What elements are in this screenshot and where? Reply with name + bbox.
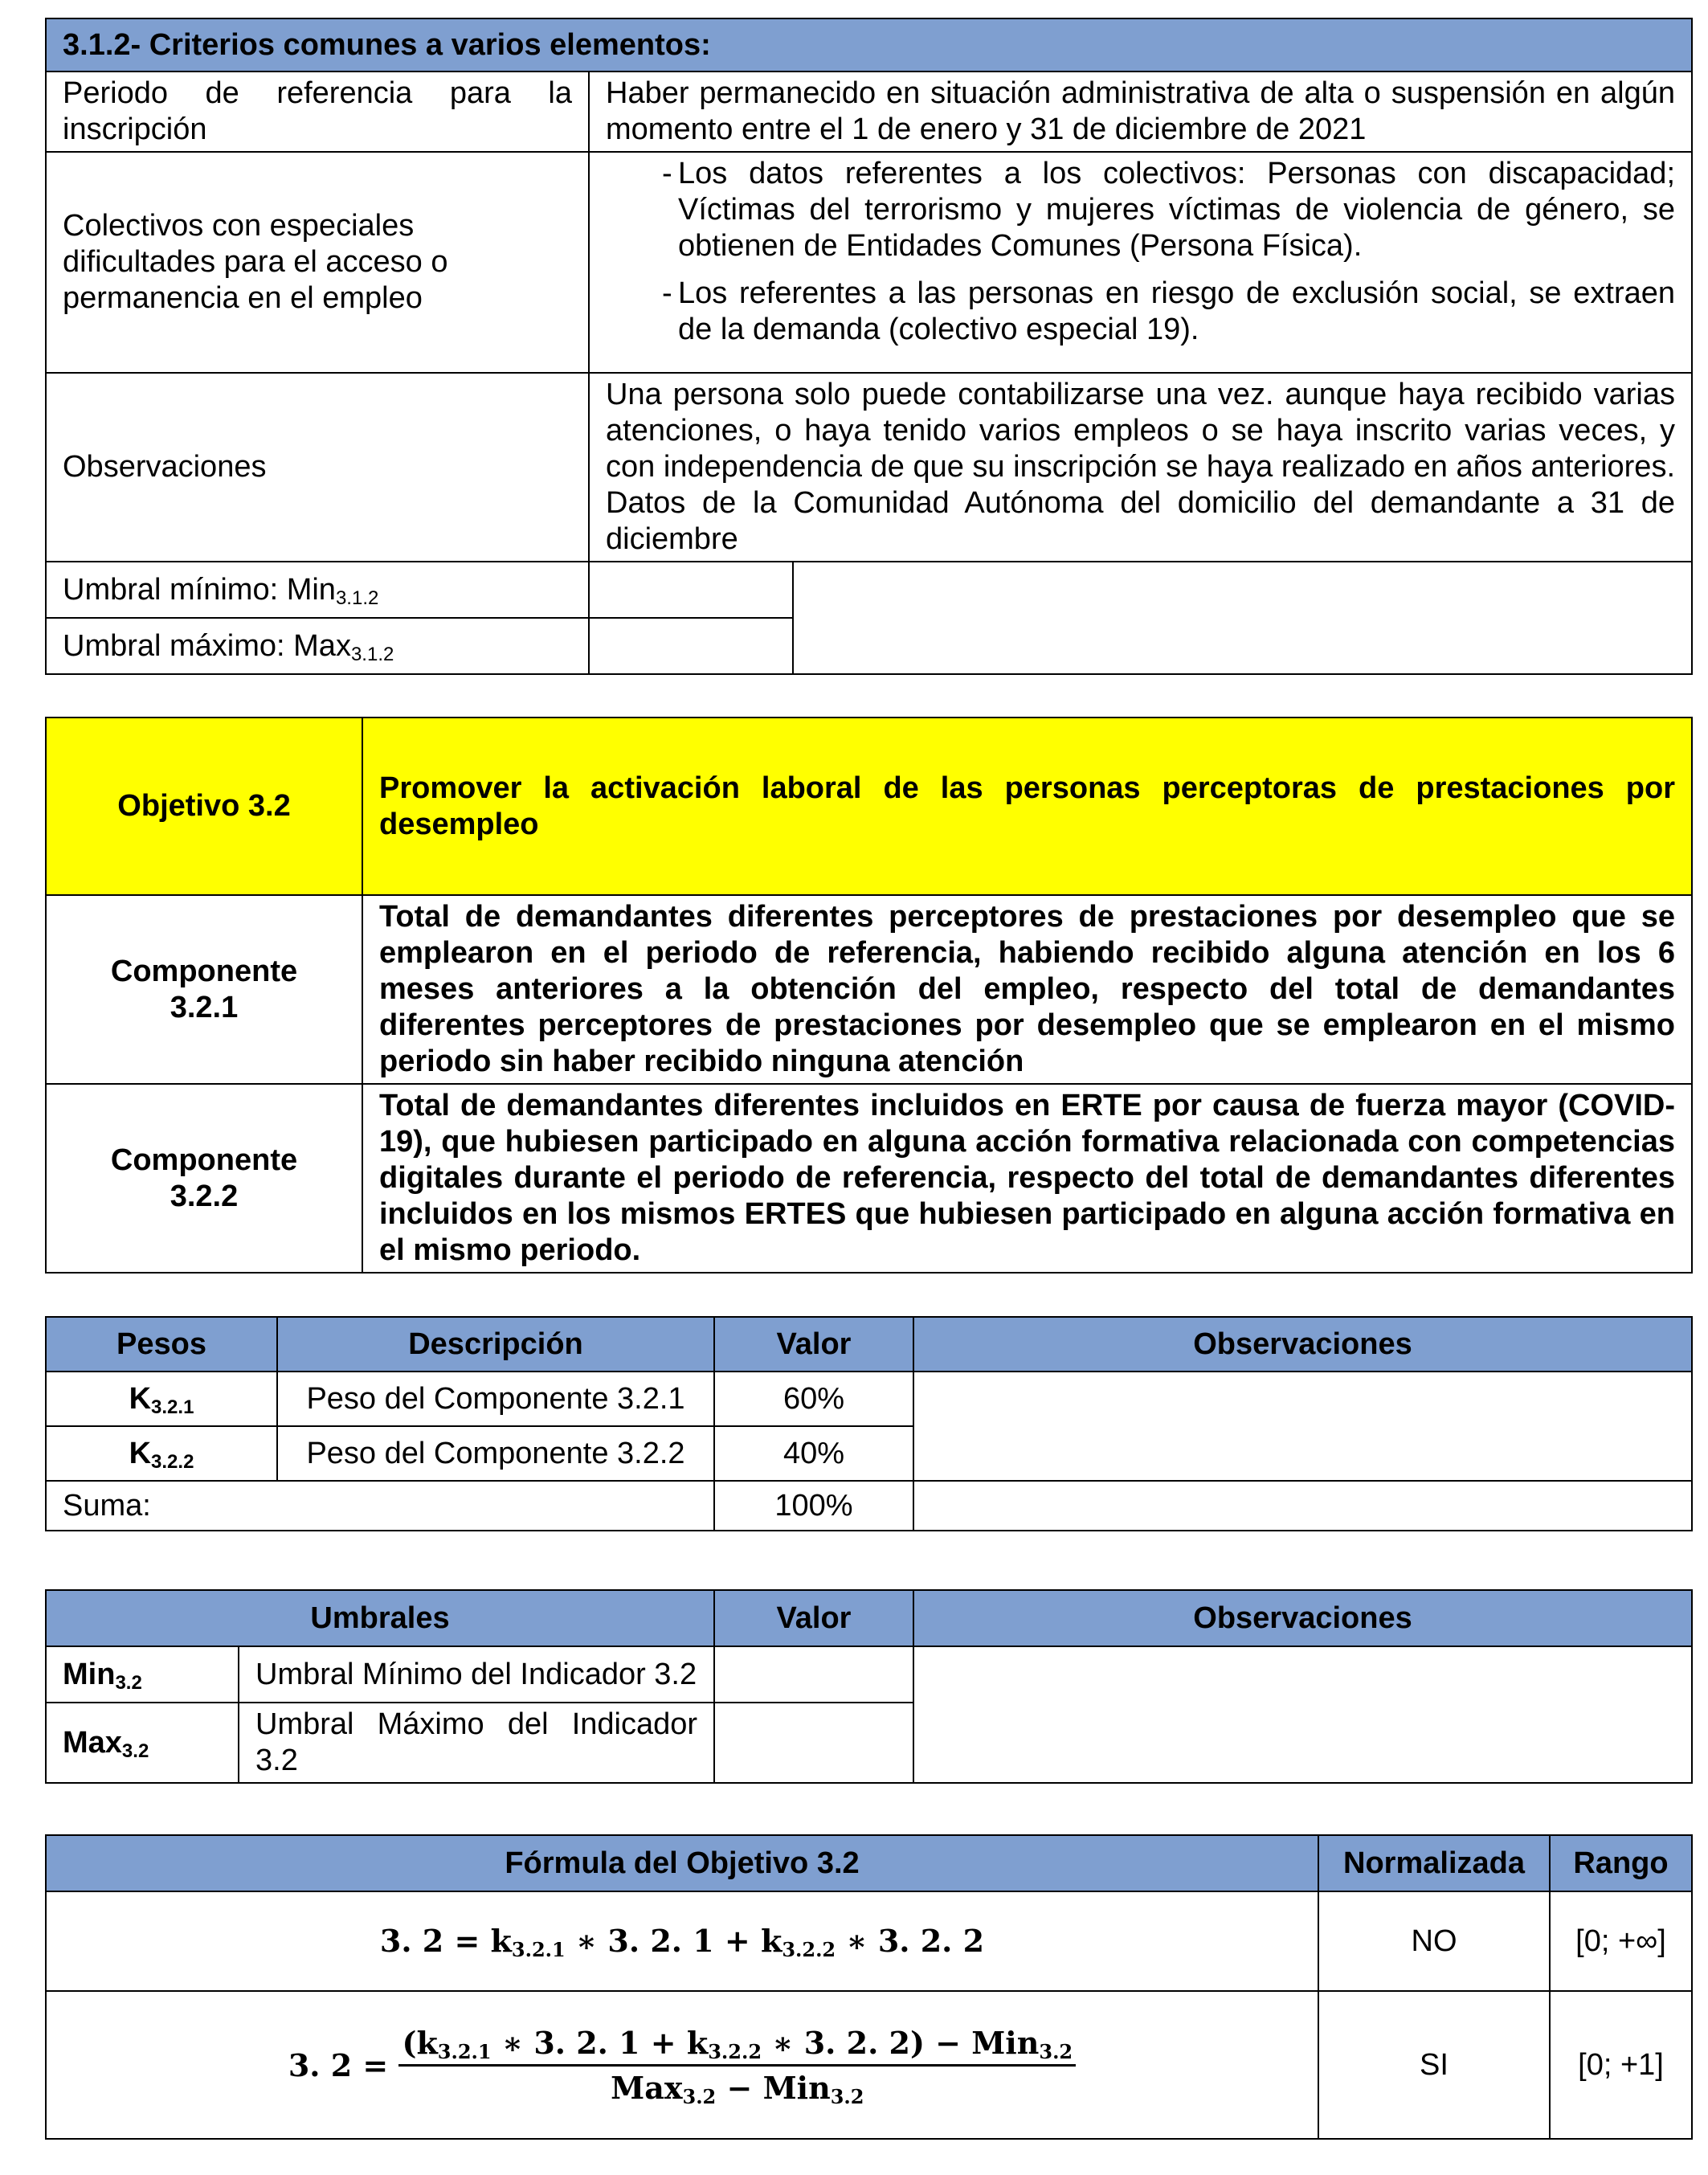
colectivos-value bbox=[589, 152, 1692, 373]
formula-denominator: Max$_{3.2}$ − Min$_{3.2}$ bbox=[611, 2069, 864, 2108]
objetivo-label: Objetivo 3.2 bbox=[46, 718, 362, 895]
umbral-min-label: Umbral mínimo: Min$_{3.1.2}$ bbox=[46, 562, 589, 618]
suma-observaciones bbox=[913, 1481, 1692, 1531]
umbral-valor bbox=[714, 1703, 913, 1783]
umbral-valor bbox=[714, 1646, 913, 1703]
bullet-marker: - bbox=[662, 276, 672, 310]
componente-text: Total de demandantes diferentes incluidos en ERTE por causa de fuerza mayor (COVID-19), que hubiesen participado en alguna acción formativa relacionada con competencias digitales durante el periodo de referencia, respecto del total de demandantes diferentes incluidos en los mismos ERTES que hubiesen participado en alguna acción formativa en el mismo periodo. bbox=[362, 1084, 1692, 1273]
umbral-min-value bbox=[589, 562, 793, 618]
periodo-label: Periodo de referencia para la inscripción bbox=[46, 72, 589, 152]
umbral-max-value bbox=[589, 618, 793, 674]
peso-key: $K_{3.2.2}$ bbox=[46, 1426, 277, 1481]
colectivos-label: Colectivos con especiales dificultades para el acceso o permanencia en el empleo bbox=[46, 152, 589, 373]
umbral-key: Max$_{3.2}$ bbox=[46, 1703, 239, 1783]
observaciones-value: Una persona solo puede contabilizarse una vez. aunque haya recibido varias atenciones, o haya tenido varios empleos o se haya inscrito varias veces, y con independencia de que su inscripción se haya realizado en años anteriores. Datos de la Comunidad Autónoma del domicilio del demandante a 31 de diciembre bbox=[589, 373, 1692, 562]
formula-cell bbox=[46, 1891, 1318, 1991]
umbral-desc: Umbral Máximo del Indicador 3.2 bbox=[239, 1703, 714, 1783]
column-header: Fórmula del Objetivo 3.2 bbox=[46, 1835, 1318, 1891]
normalizada-value: SI bbox=[1318, 1991, 1550, 2139]
peso-valor: 40% bbox=[714, 1426, 913, 1481]
list-item-text: Los referentes a las personas en riesgo de exclusión social, se extraen de la demanda (colectivo especial 19). bbox=[678, 276, 1675, 346]
umbral-max-label: Umbral máximo: Max$_{3.1.2}$ bbox=[46, 618, 589, 674]
formula-expression-normalized: 3. 2 = $\frac{(k_{3.2.1} ∗ 3. 2. 1 + k_{3.2.2} ∗ 3. 2. 2) - Min_{3.2}}{Max_{3.2} - Min_{3.2}}$ bbox=[288, 2044, 1076, 2080]
rango-value: [0; +1] bbox=[1550, 1991, 1692, 2139]
umbrales-observaciones bbox=[913, 1646, 1692, 1783]
column-header: Pesos bbox=[46, 1317, 277, 1372]
objetivo-table bbox=[45, 717, 1693, 1274]
peso-desc: Peso del Componente 3.2.1 bbox=[277, 1372, 714, 1426]
criterios-title: 3.1.2- Criterios comunes a varios elementos: bbox=[46, 18, 1692, 72]
normalizada-value: NO bbox=[1318, 1891, 1550, 1991]
objetivo-title: Promover la activación laboral de las personas perceptoras de prestaciones por desempleo bbox=[362, 718, 1692, 895]
pesos-observaciones bbox=[913, 1372, 1692, 1481]
column-header: Valor bbox=[714, 1317, 913, 1372]
periodo-value: Haber permanecido en situación administrativa de alta o suspensión en algún momento entre el 1 de enero y 31 de diciembre de 2021 bbox=[589, 72, 1692, 152]
formula-fraction bbox=[398, 2025, 1076, 2106]
pesos-table bbox=[45, 1316, 1693, 1531]
column-header: Observaciones bbox=[913, 1317, 1692, 1372]
componente-label: Componente 3.2.2 bbox=[46, 1084, 362, 1273]
formula-table bbox=[45, 1834, 1693, 2140]
column-header: Descripción bbox=[277, 1317, 714, 1372]
componente-label: Componente 3.2.1 bbox=[46, 895, 362, 1084]
formula-numerator: ($k_{3.2.1}$ ∗ 3. 2. $1 + k_{3.2.2}$ ∗ 3. 2. 2) − Min$_{3.2}$ bbox=[398, 2025, 1076, 2067]
componente-text: Total de demandantes diferentes perceptores de prestaciones por desempleo que se emplearon en el periodo de referencia, habiendo recibido alguna atención en los 6 meses anteriores a la obtención del empleo, respecto del total de demandantes diferentes perceptores de prestaciones por desempleo que se emplearon en el mismo periodo sin haber recibido ninguna atención bbox=[362, 895, 1692, 1084]
column-header: Umbrales bbox=[46, 1590, 714, 1646]
umbral-desc: Umbral Mínimo del Indicador 3.2 bbox=[239, 1646, 714, 1703]
criterios-table bbox=[45, 18, 1693, 675]
rango-value: [0; +∞] bbox=[1550, 1891, 1692, 1991]
column-header: Normalizada bbox=[1318, 1835, 1550, 1891]
list-item bbox=[606, 276, 1675, 348]
column-header: Valor bbox=[714, 1590, 913, 1646]
column-header: Observaciones bbox=[913, 1590, 1692, 1646]
list-item bbox=[606, 156, 1675, 264]
umbrales-table bbox=[45, 1589, 1693, 1784]
column-header: Rango bbox=[1550, 1835, 1692, 1891]
formula-cell bbox=[46, 1991, 1318, 2139]
umbral-observaciones bbox=[793, 562, 1692, 674]
observaciones-label: Observaciones bbox=[46, 373, 589, 562]
peso-desc: Peso del Componente 3.2.2 bbox=[277, 1426, 714, 1481]
suma-valor: 100% bbox=[714, 1481, 913, 1531]
bullet-marker: - bbox=[662, 157, 672, 190]
peso-key: $K_{3.2.1}$ bbox=[46, 1372, 277, 1426]
umbral-key: Min$_{3.2}$ bbox=[46, 1646, 239, 1703]
list-item-text: Los datos referentes a los colectivos: Personas con discapacidad; Víctimas del terrorismo y mujeres víctimas de violencia de género, se obtienen de Entidades Comunes (Persona Física). bbox=[678, 157, 1675, 263]
suma-label: Suma: bbox=[46, 1481, 714, 1531]
formula-expression: 3. $2 = k_{3.2.1}$ ∗ 3. 2. $1 + k_{3.2.2}$ ∗ 3. 2. 2 bbox=[379, 1922, 985, 1961]
peso-valor: 60% bbox=[714, 1372, 913, 1426]
